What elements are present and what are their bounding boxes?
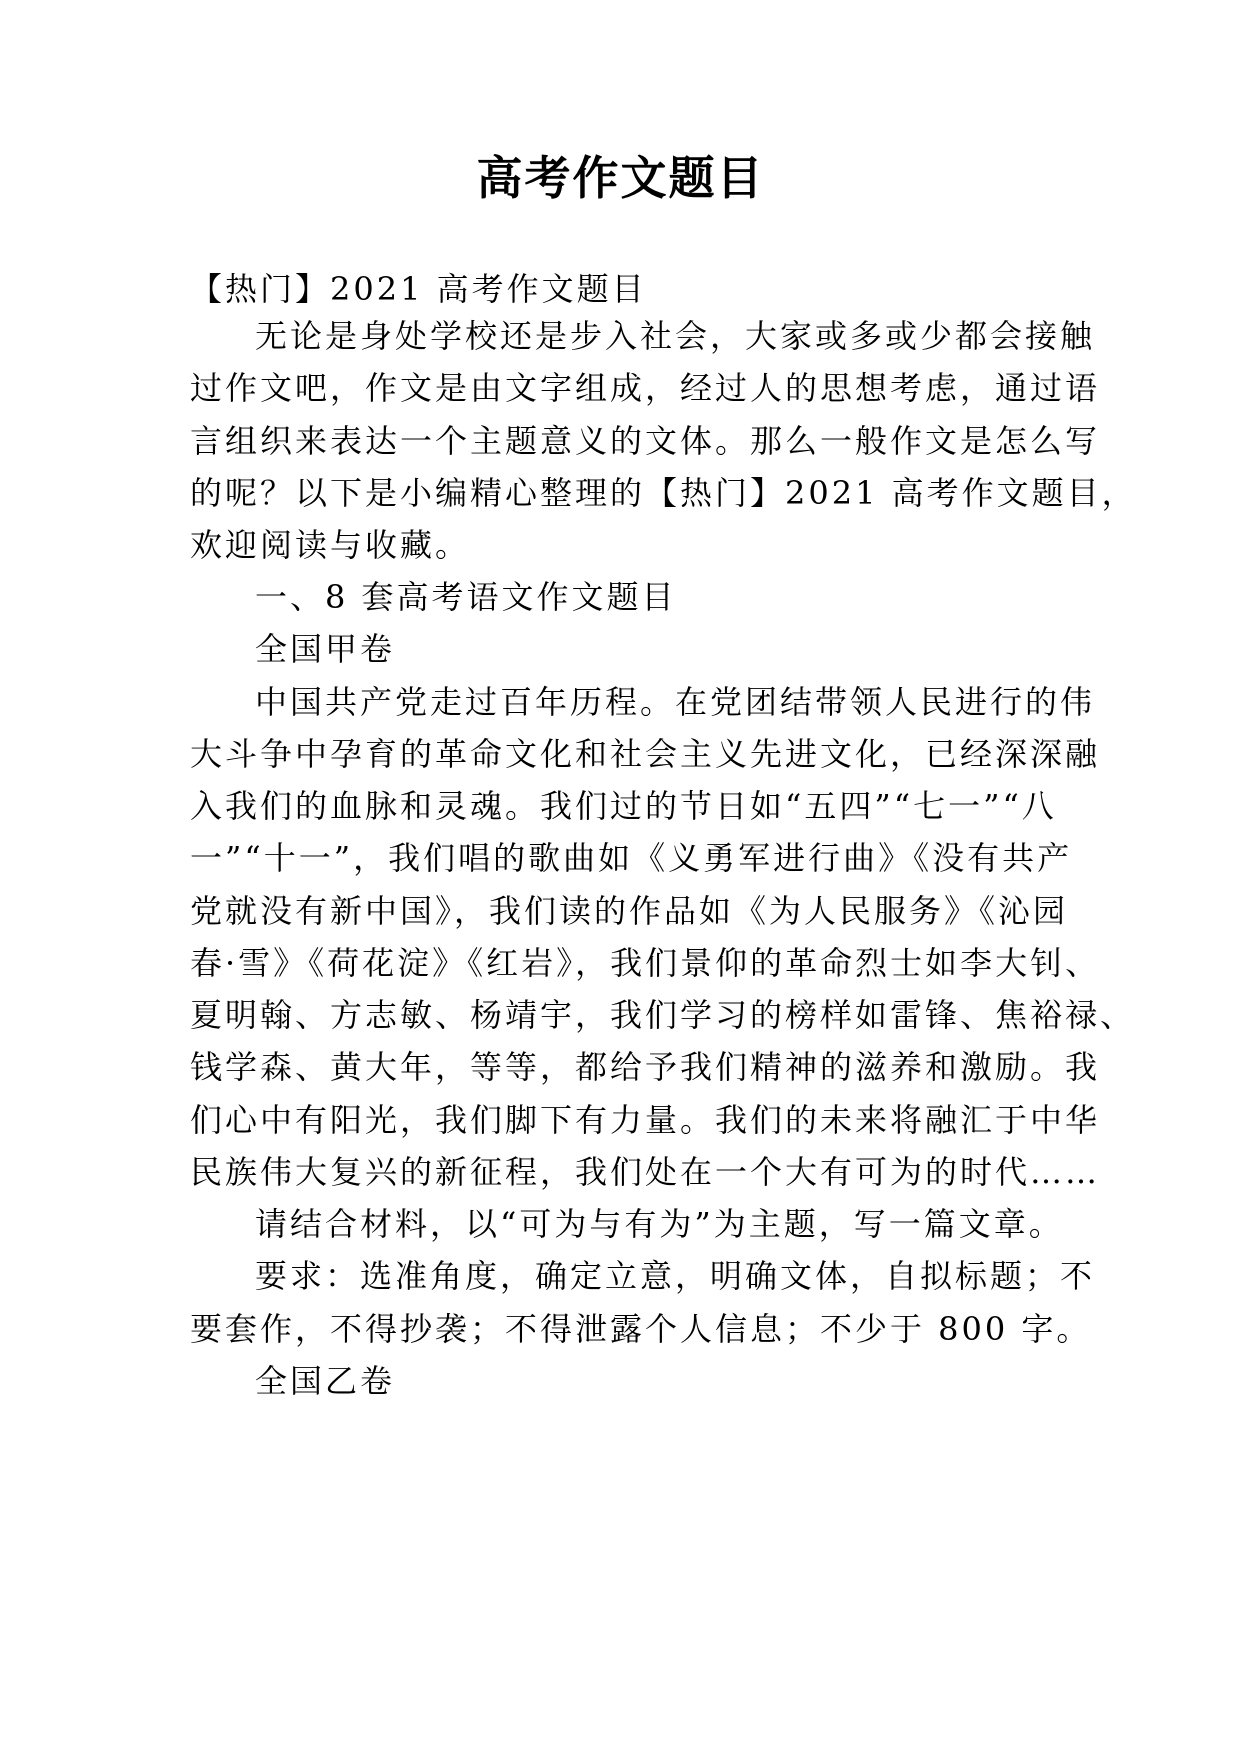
text-line: 党就没有新中国》，我们读的作品如《为人民服务》《沁园 xyxy=(190,892,1069,930)
text-line: 钱学森、黄大年，等等，都给予我们精神的滋养和激励。我 xyxy=(190,1048,1101,1086)
text-line: 夏明翰、方志敏、杨靖宇，我们学习的榜样如雷锋、焦裕禄、 xyxy=(190,996,1136,1034)
text-line: 要求：选准角度，确定立意，明确文体，自拟标题；不 xyxy=(255,1257,1096,1295)
subsection-heading: 全国乙卷 xyxy=(255,1362,396,1400)
text-line: 无论是身处学校还是步入社会，大家或多或少都会接触 xyxy=(255,317,1096,355)
text-line: 春·雪》《荷花淀》《红岩》，我们景仰的革命烈士如李大钊、 xyxy=(190,944,1101,982)
text-line: 入我们的血脉和灵魂。我们过的节日如“五四”“七一”“八 xyxy=(190,787,1057,825)
text-line: 中国共产党走过百年历程。在党团结带领人民进行的伟 xyxy=(255,683,1096,721)
text-line: 的呢？以下是小编精心整理的【热门】2021 高考作文题目， xyxy=(190,474,1137,512)
subsection-heading: 全国甲卷 xyxy=(255,630,396,668)
text-line: 过作文吧，作文是由文字组成，经过人的思想考虑，通过语 xyxy=(190,369,1101,407)
text-line-heading: 【热门】2021 高考作文题目 xyxy=(190,270,647,308)
text-line: 要套作，不得抄袭；不得泄露个人信息；不少于 800 字。 xyxy=(190,1310,1092,1348)
section-heading: 一、8 套高考语文作文题目 xyxy=(255,578,677,616)
text-line: 欢迎阅读与收藏。 xyxy=(190,526,471,564)
text-line: 言组织来表达一个主题意义的文体。那么一般作文是怎么写 xyxy=(190,422,1101,460)
text-line: 民族伟大复兴的新征程，我们处在一个大有可为的时代…… xyxy=(190,1153,1101,1191)
document-title: 高考作文题目 xyxy=(476,151,765,205)
text-line: 请结合材料，以“可为与有为”为主题，写一篇文章。 xyxy=(255,1205,1064,1243)
text-line: 们心中有阳光，我们脚下有力量。我们的未来将融汇于中华 xyxy=(190,1101,1101,1139)
text-line: 大斗争中孕育的革命文化和社会主义先进文化，已经深深融 xyxy=(190,735,1101,773)
text-line: 一”“十一”，我们唱的歌曲如《义勇军进行曲》《没有共产 xyxy=(190,839,1073,877)
